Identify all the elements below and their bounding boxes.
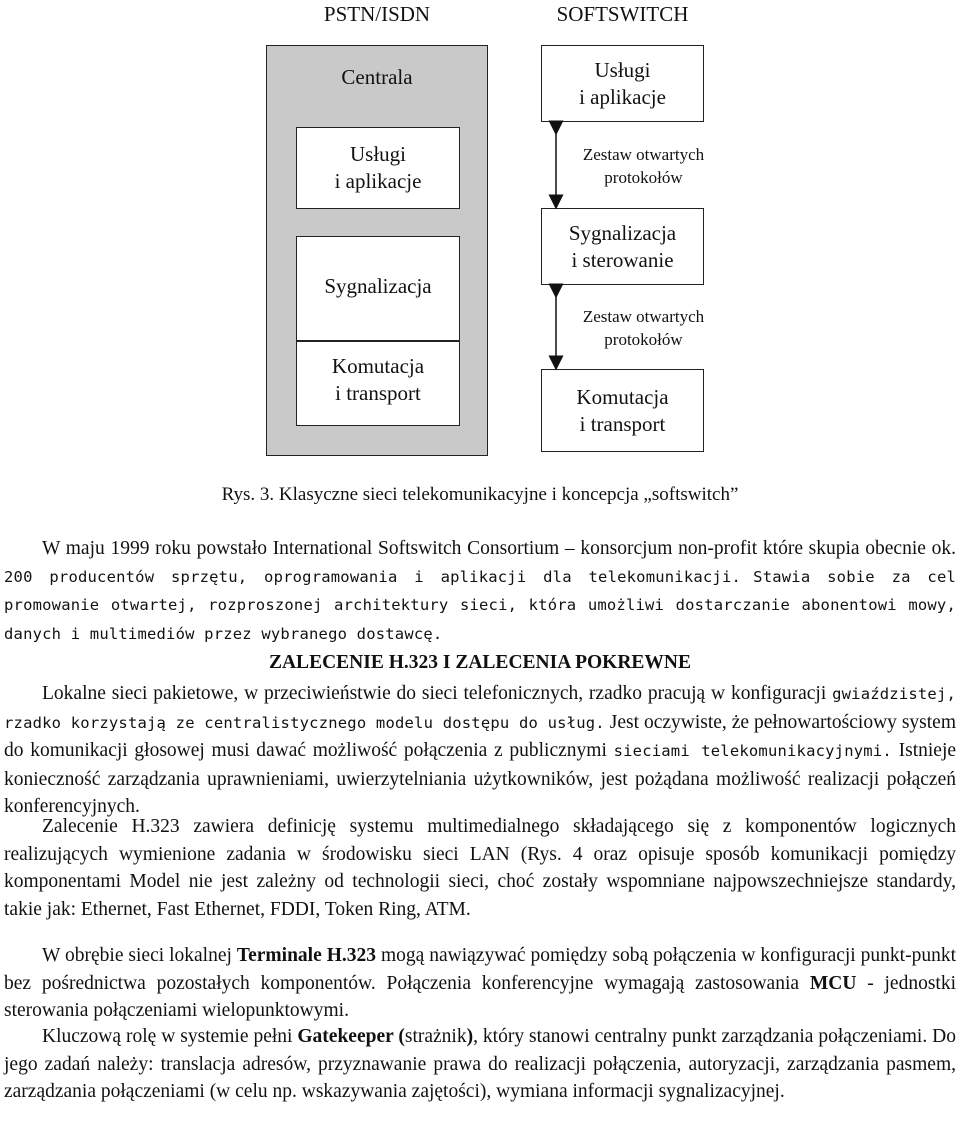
- paragraph-lan: [4, 680, 956, 821]
- p5-text-c: Do jego zadań należy: translacja adresów, przyznawanie prawa do realizacji połączenia, autoryzacji, zarządzania pasmem, zarządzania połączeniami (w celu np. wskazywania zajętości), wymiana informacji sygnalizacyjnej.: [4, 1026, 957, 1102]
- softswitch-signaling-line2: i sterowanie: [571, 247, 674, 272]
- p5-text-b: , który stanowi centralny punkt zarządzania połączeniami.: [473, 1026, 928, 1047]
- protocols-1-line2: protokołów: [604, 168, 683, 187]
- p1-text-a: W maju 1999 roku powstało International Softswitch Consortium – konsorcjum non-profit które skupia obecnie ok.: [42, 538, 956, 559]
- p5-paren-bold: ): [466, 1026, 474, 1047]
- softswitch-services-line2: i aplikacje: [579, 84, 666, 109]
- p4-mcu-bold: MCU: [809, 972, 857, 994]
- pstn-switching-line1: Komutacja: [331, 354, 425, 378]
- p3-text: Zalecenie H.323 zawiera definicję systemu multimedialnego składającego się z komponentów logicznych realizujących wymienione zadania w środowisku sieci LAN (Rys. 4 oraz opisuje sposób komunikacji pomiędzy komponentami Model nie jest zależny od technologii sieci, choć zostały wspomniane najpowszechniejsze standardy, takie jak: Ethernet, Fast Ethernet, FDDI, Token Ring, ATM.: [4, 816, 956, 920]
- p2-text-e: Istnieje konieczność zarządzania uprawnieniami, uwierzytelniania użytkowników, jest pożądana możliwość realizacji połączeń konferencyjnych.: [4, 740, 957, 817]
- p5-gatekeeper-bold: Gatekeeper (: [297, 1026, 405, 1047]
- p4-text-a: W obrębie sieci lokalnej: [42, 945, 232, 966]
- paragraph-consortium: [4, 535, 956, 648]
- p4-terminals-bold: Terminale H.323: [236, 945, 376, 966]
- protocols-2-line1: Zestaw otwartych: [582, 307, 705, 326]
- protocols-1-line1: Zestaw otwartych: [582, 145, 705, 164]
- pstn-switching-line2: i transport: [335, 381, 421, 405]
- pstn-services-line1: Usługi: [349, 142, 406, 166]
- p5-text-a: Kluczową rolę w systemie pełni: [42, 1026, 293, 1047]
- softswitch-switching-line2: i transport: [579, 411, 666, 436]
- protocol-arrows: [0, 0, 960, 500]
- paragraph-terminals: [4, 942, 956, 1025]
- softswitch-header: SOFTSWITCH: [556, 2, 689, 26]
- section-heading: ZALECENIE H.323 I ZALECENIA POKREWNE: [268, 652, 692, 673]
- softswitch-switching-line1: Komutacja: [576, 384, 669, 409]
- p2-text-d: sieciami telekomunikacyjnymi.: [613, 742, 892, 760]
- softswitch-services-line1: Usługi: [594, 57, 651, 82]
- p4-text-c: - jednostki sterowania połączeniami wielopunktowymi.: [4, 972, 957, 1021]
- p2-text-a: Lokalne sieci pakietowe, w przeciwieństwie do sieci telefonicznych, rzadko pracują w konfiguracji: [42, 683, 827, 704]
- softswitch-signaling-line1: Sygnalizacja: [568, 220, 677, 245]
- figure-caption: Rys. 3. Klasyczne sieci telekomunikacyjne i koncepcja „softswitch”: [221, 484, 739, 505]
- p1-text-b: 200 producentów sprzętu, oprogramowania i aplikacji dla telekomunikacji.: [4, 567, 742, 586]
- p2-text-b: gwiaździstej, rzadko korzystają ze centralistycznego modelu dostępu do usług.: [4, 685, 957, 732]
- p1-text-c: Stawia sobie za cel promowanie otwartej, rozproszonej architektury sieci, która umożliwi dostarczanie abonentowi mowy, danych i multimediów przez wybranego dostawcę.: [4, 567, 957, 643]
- p2-text-c: Jest oczywiste, że pełnowartościowy system do komunikacji głosowej musi dawać możliwość połączenia z publicznymi: [4, 711, 956, 761]
- protocols-2-line2: protokołów: [604, 330, 683, 349]
- pstn-title: Centrala: [341, 65, 413, 89]
- paragraph-h323: [4, 813, 956, 923]
- pstn-services-line2: i aplikacje: [334, 169, 422, 193]
- p4-text-b: mogą nawiązywać pomiędzy sobą połączenia w konfiguracji punkt-punkt bez pośrednictwa pozostałych komponentów. Połączenia konferencyjne wymagają zastosowania: [4, 945, 957, 994]
- pstn-header: PSTN/ISDN: [323, 2, 431, 26]
- pstn-signaling-label: Sygnalizacja: [324, 274, 432, 298]
- p5-guardian: strażnik: [404, 1026, 467, 1047]
- paragraph-gatekeeper: [4, 1023, 956, 1106]
